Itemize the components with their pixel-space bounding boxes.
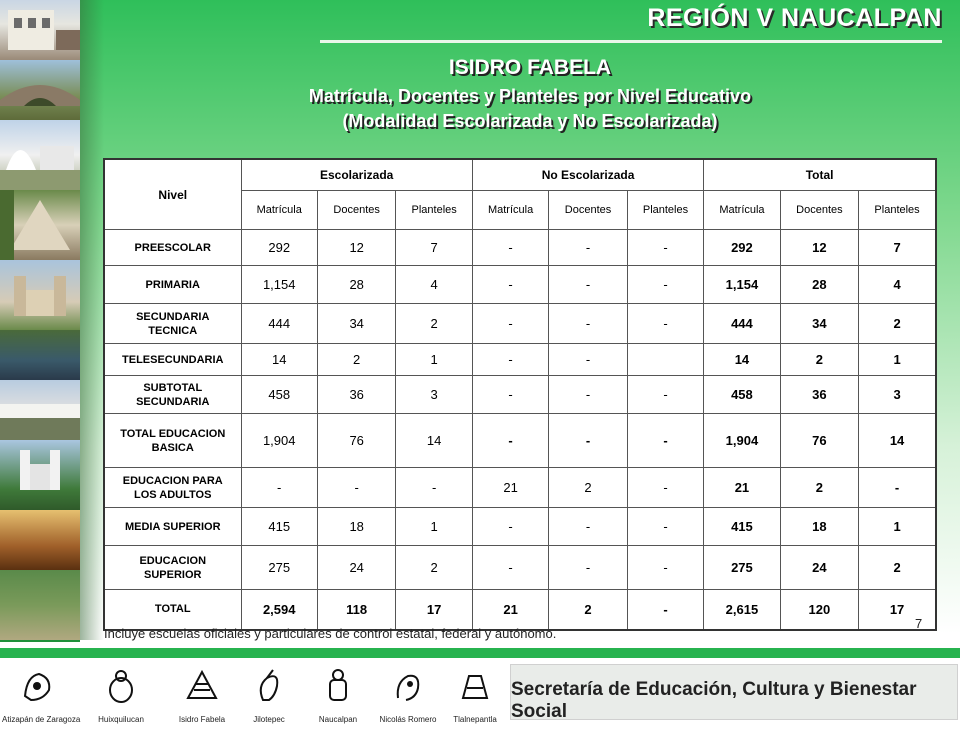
value-cell: 36	[780, 376, 858, 414]
table-row	[104, 508, 936, 546]
building-image	[0, 0, 80, 60]
value-cell: 17	[396, 590, 472, 630]
value-cell: -	[549, 344, 627, 376]
value-cell: 4	[396, 266, 472, 304]
subheader: Matrícula	[704, 191, 780, 230]
subtitle-line-1: Matrícula, Docentes y Planteles por Nivel Educativo	[308, 86, 752, 106]
value-cell: -	[472, 414, 548, 468]
table-row	[104, 468, 936, 508]
value-cell: -	[627, 546, 703, 590]
value-cell: -	[549, 230, 627, 266]
value-cell: 2	[859, 546, 936, 590]
region-title: REGIÓN V NAUCALPAN	[647, 4, 942, 32]
value-cell: -	[627, 230, 703, 266]
footnote: Incluye escuelas oficiales y particulares de control estatal, federal y autónomo.	[104, 626, 557, 641]
footer-bar	[0, 648, 960, 730]
municipality-logo-nicolas-romero	[373, 666, 443, 724]
value-cell: -	[472, 266, 548, 304]
value-cell: 118	[317, 590, 395, 630]
municipality-logo-jilotepec	[234, 666, 304, 724]
table-row	[104, 230, 936, 266]
municipality-name: Tlalnepantla	[453, 715, 497, 724]
value-cell: -	[627, 266, 703, 304]
value-cell: 24	[780, 546, 858, 590]
municipality-logo-tlalnepantla	[440, 666, 510, 724]
glyph-icon	[182, 666, 222, 706]
value-cell: -	[627, 468, 703, 508]
value-cell: 458	[241, 376, 317, 414]
photo-plaza	[0, 190, 80, 262]
value-cell: -	[472, 546, 548, 590]
group-header: Total	[704, 159, 936, 191]
level-cell: PRIMARIA	[104, 266, 241, 304]
subtitle-line-2: (Modalidad Escolarizada y No Escolarizada)	[342, 111, 718, 131]
value-cell: 2	[396, 304, 472, 344]
value-cell: 2	[549, 590, 627, 630]
value-cell: 14	[241, 344, 317, 376]
value-cell: 292	[704, 230, 780, 266]
value-cell: 7	[859, 230, 936, 266]
municipality-logo-isidro-fabela	[167, 666, 237, 724]
level-cell: EDUCACION SUPERIOR	[104, 546, 241, 590]
table-row	[104, 266, 936, 304]
table-row	[104, 590, 936, 630]
level-cell: PREESCOLAR	[104, 230, 241, 266]
value-cell: 12	[317, 230, 395, 266]
value-cell: -	[317, 468, 395, 508]
table-body	[104, 230, 936, 630]
glyph-icon	[455, 666, 495, 706]
value-cell: 3	[396, 376, 472, 414]
value-cell: -	[549, 304, 627, 344]
value-cell: 17	[859, 590, 936, 630]
table-row	[104, 414, 936, 468]
photo-bridge	[0, 60, 80, 122]
municipality-name: Nicolás Romero	[379, 715, 437, 724]
value-cell: 1,154	[704, 266, 780, 304]
value-cell: -	[859, 468, 936, 508]
value-cell: -	[627, 304, 703, 344]
glyph-icon	[249, 666, 289, 706]
value-cell: 18	[317, 508, 395, 546]
value-cell: 1,904	[704, 414, 780, 468]
value-cell: 1	[396, 344, 472, 376]
value-cell: 120	[780, 590, 858, 630]
value-cell: 1	[859, 344, 936, 376]
photo-forest-path	[0, 570, 80, 642]
value-cell: 292	[241, 230, 317, 266]
value-cell: 76	[780, 414, 858, 468]
value-cell: 275	[704, 546, 780, 590]
value-cell: -	[549, 508, 627, 546]
value-cell: 444	[704, 304, 780, 344]
group-header: Escolarizada	[241, 159, 472, 191]
value-cell: 2,615	[704, 590, 780, 630]
photo-town-hall	[0, 0, 80, 62]
value-cell: 2	[317, 344, 395, 376]
value-cell: -	[627, 508, 703, 546]
value-cell: 415	[704, 508, 780, 546]
level-cell: SECUNDARIA TECNICA	[104, 304, 241, 344]
value-cell: -	[241, 468, 317, 508]
level-cell: TELESECUNDARIA	[104, 344, 241, 376]
value-cell: -	[472, 376, 548, 414]
value-cell: 7	[396, 230, 472, 266]
value-cell: 2	[780, 468, 858, 508]
value-cell: -	[549, 414, 627, 468]
municipality-name: Huixquilucan	[98, 715, 144, 724]
value-cell: 12	[780, 230, 858, 266]
municipality-name: Atizapán de Zaragoza	[2, 715, 81, 724]
municipality-name: Jilotepec	[253, 715, 285, 724]
subheader: Docentes	[780, 191, 858, 230]
value-cell: 1	[396, 508, 472, 546]
value-cell: 14	[704, 344, 780, 376]
value-cell: -	[396, 468, 472, 508]
value-cell: 76	[317, 414, 395, 468]
value-cell: 28	[780, 266, 858, 304]
municipality-logo-naucalpan	[303, 666, 373, 724]
subheader: Docentes	[549, 191, 627, 230]
value-cell: 1,154	[241, 266, 317, 304]
value-cell: -	[472, 304, 548, 344]
value-cell: 4	[859, 266, 936, 304]
value-cell: 2	[780, 344, 858, 376]
value-cell: -	[472, 230, 548, 266]
value-cell: -	[627, 376, 703, 414]
education-table	[103, 158, 937, 631]
photo-strip-shadow	[80, 0, 104, 640]
subheader: Matrícula	[472, 191, 548, 230]
photo-cathedral	[0, 260, 80, 332]
value-cell: -	[549, 546, 627, 590]
nivel-header: Nivel	[104, 159, 241, 230]
subheader: Planteles	[396, 191, 472, 230]
glyph-icon	[101, 666, 141, 706]
table-row	[104, 376, 936, 414]
level-cell: MEDIA SUPERIOR	[104, 508, 241, 546]
value-cell: 275	[241, 546, 317, 590]
value-cell: 21	[704, 468, 780, 508]
value-cell: 1,904	[241, 414, 317, 468]
value-cell: 3	[859, 376, 936, 414]
photo-strip	[0, 0, 80, 640]
value-cell: 2,594	[241, 590, 317, 630]
value-cell: 34	[780, 304, 858, 344]
value-cell: 24	[317, 546, 395, 590]
subheader: Docentes	[317, 191, 395, 230]
page-number: 7	[915, 616, 923, 631]
subheader: Planteles	[859, 191, 936, 230]
value-cell	[627, 344, 703, 376]
value-cell: 36	[317, 376, 395, 414]
photo-road	[0, 380, 80, 442]
value-cell: -	[549, 266, 627, 304]
value-cell: 2	[549, 468, 627, 508]
secretaria-name: Secretaría de Educación, Cultura y Bienestar Social	[511, 679, 917, 722]
photo-interior	[0, 510, 80, 572]
glyph-icon	[388, 666, 428, 706]
value-cell: -	[472, 344, 548, 376]
level-cell: EDUCACION PARA LOS ADULTOS	[104, 468, 241, 508]
level-cell: SUBTOTAL SECUNDARIA	[104, 376, 241, 414]
value-cell: 28	[317, 266, 395, 304]
bridge-image	[0, 60, 80, 120]
level-cell: TOTAL EDUCACION BASICA	[104, 414, 241, 468]
glyph-icon	[318, 666, 358, 706]
value-cell: 1	[859, 508, 936, 546]
church-park-image	[0, 440, 80, 510]
value-cell: 18	[780, 508, 858, 546]
municipality-logo-atizapan	[2, 666, 81, 724]
secretaria-banner	[510, 664, 958, 720]
value-cell: 2	[859, 304, 936, 344]
cathedral-image	[0, 260, 80, 330]
photo-church-park	[0, 440, 80, 512]
municipality-name: Isidro Fabela	[178, 715, 226, 724]
table-row	[104, 546, 936, 590]
value-cell: 14	[396, 414, 472, 468]
level-cell: TOTAL	[104, 590, 241, 630]
value-cell: -	[627, 590, 703, 630]
subheader: Planteles	[627, 191, 703, 230]
glyph-icon	[17, 666, 57, 706]
value-cell: 2	[396, 546, 472, 590]
road-image	[0, 380, 80, 440]
municipality-logo-huixquilucan	[86, 666, 156, 724]
value-cell: 34	[317, 304, 395, 344]
photo-church-white	[0, 120, 80, 192]
value-cell: -	[627, 414, 703, 468]
table-header-row	[104, 159, 936, 191]
value-cell: 14	[859, 414, 936, 468]
chapel-image	[0, 120, 80, 190]
group-header: No Escolarizada	[472, 159, 703, 191]
subheader: Matrícula	[241, 191, 317, 230]
table-row	[104, 344, 936, 376]
value-cell: -	[472, 508, 548, 546]
title-divider	[320, 40, 942, 43]
value-cell: 444	[241, 304, 317, 344]
value-cell: 21	[472, 468, 548, 508]
value-cell: 458	[704, 376, 780, 414]
value-cell: 21	[472, 590, 548, 630]
photo-lake	[0, 330, 80, 382]
table-row	[104, 304, 936, 344]
value-cell: -	[549, 376, 627, 414]
municipality-name: Naucalpan	[318, 715, 358, 724]
municipality-title: ISIDRO FABELA	[448, 56, 612, 79]
value-cell: 415	[241, 508, 317, 546]
plaza-image	[0, 190, 80, 260]
